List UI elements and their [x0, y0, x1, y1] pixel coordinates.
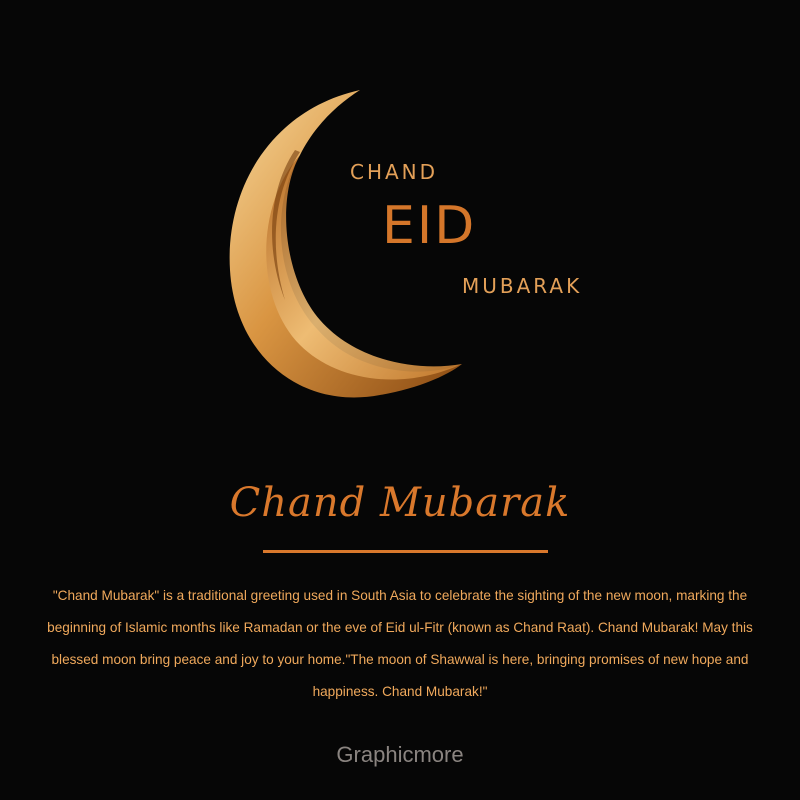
- page-title: Chand Mubarak: [229, 480, 571, 526]
- brand-logo: Graphicmore: [336, 742, 464, 767]
- title-underline: [263, 550, 548, 553]
- greeting-line-eid: EID: [382, 196, 477, 256]
- greeting-line-chand: CHAND: [350, 160, 439, 184]
- greeting-line-mubarak: MUBARAK: [462, 274, 583, 298]
- description-paragraph: "Chand Mubarak" is a traditional greeting used in South Asia to celebrate the sighting of the new moon, marking the beginning of Islamic months like Ramadan or the eve of Eid ul-Fitr (known as Chand Raat). Chand Mubarak! May this blessed moon bring peace and joy to your home."The moon of Shawwal is here, bringing promises of new hope and happiness. Chand Mubarak!": [47, 588, 753, 699]
